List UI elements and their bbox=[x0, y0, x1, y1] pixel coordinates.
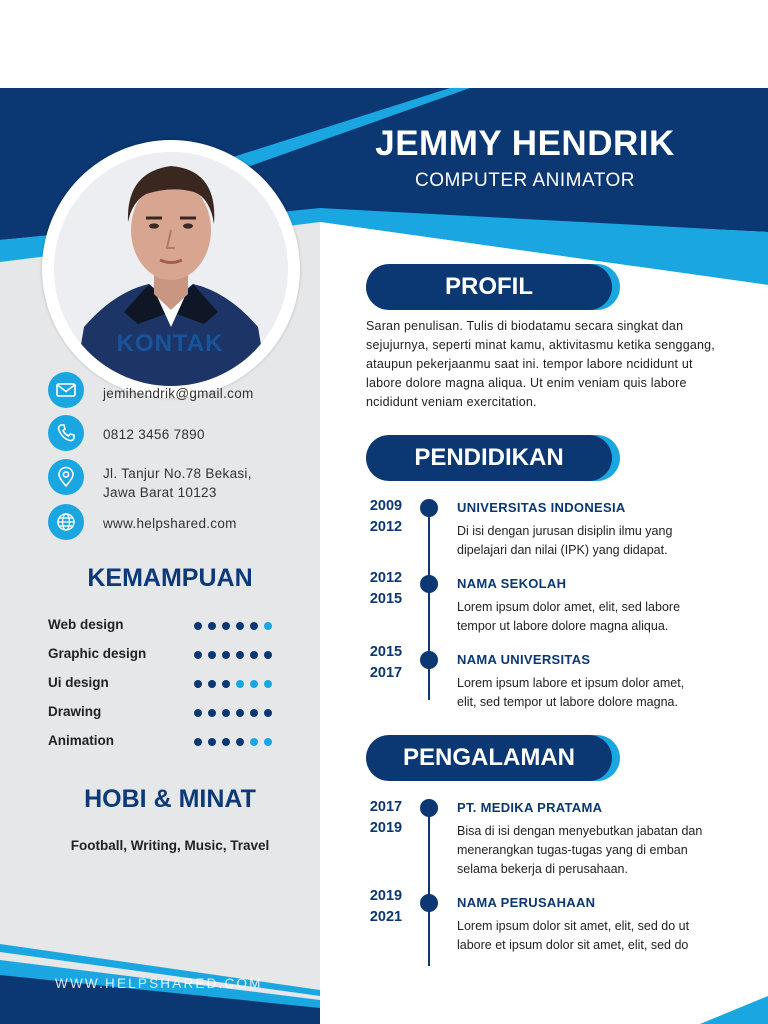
address-line-1: Jl. Tanjur No.78 Bekasi, bbox=[103, 466, 252, 481]
rating-dot-filled bbox=[222, 709, 230, 717]
desc-line: selama bekerja di perusahaan. bbox=[457, 862, 628, 876]
year-end: 2012 bbox=[369, 519, 403, 535]
rating-dot-empty bbox=[250, 680, 258, 688]
timeline-dot bbox=[420, 499, 438, 517]
contact-address bbox=[103, 464, 252, 502]
rating-dot-filled bbox=[222, 680, 230, 688]
profile-line: ncididunt veniam exercitation. bbox=[366, 395, 537, 409]
experience-years bbox=[352, 797, 420, 839]
rating-dot-filled bbox=[250, 709, 258, 717]
desc-line: labore et ipsum dolor sit amet, elit, sed do bbox=[457, 938, 689, 952]
phone-icon bbox=[48, 415, 84, 451]
candidate-name: JEMMY HENDRIK bbox=[375, 124, 675, 163]
timeline-dot bbox=[420, 799, 438, 817]
rating-dot-filled bbox=[236, 651, 244, 659]
desc-line: tempor ut labore dolore magna aliqua. bbox=[457, 619, 669, 633]
desc-line: elit, sed tempor ut labore dolore magna. bbox=[457, 695, 678, 709]
rating-dot-empty bbox=[236, 680, 244, 688]
rating-dot-filled bbox=[194, 709, 202, 717]
rating-dot-filled bbox=[208, 709, 216, 717]
skill-label: Graphic design bbox=[48, 646, 147, 661]
rating-dot-filled bbox=[222, 738, 230, 746]
experience-desc bbox=[457, 822, 732, 879]
contact-title: KONTAK bbox=[116, 330, 224, 357]
skill-rating bbox=[194, 709, 272, 717]
skill-label: Ui design bbox=[48, 675, 109, 690]
location-icon bbox=[48, 459, 84, 495]
rating-dot-empty bbox=[264, 622, 272, 630]
rating-dot-filled bbox=[194, 622, 202, 630]
timeline-dot bbox=[420, 575, 438, 593]
address-line-2: Jawa Barat 10123 bbox=[103, 485, 217, 500]
education-timeline-line bbox=[428, 508, 430, 700]
skills-title: KEMAMPUAN bbox=[87, 564, 253, 592]
year-end: 2017 bbox=[369, 665, 403, 681]
profile-line: sejujurnya, seperti minat kamu, aktivitasmu ketika senggang, bbox=[366, 338, 715, 352]
experience-years bbox=[352, 886, 420, 928]
desc-line: Lorem ipsum dolor sit amet, elit, sed do ut bbox=[457, 919, 690, 933]
rating-dot-filled bbox=[236, 622, 244, 630]
skill-rating bbox=[194, 680, 272, 688]
desc-line: dipelajari dan nilai (IPK) yang didapat. bbox=[457, 543, 668, 557]
education-title: NAMA SEKOLAH bbox=[457, 576, 567, 591]
experience-timeline-line bbox=[428, 808, 430, 966]
rating-dot-empty bbox=[250, 738, 258, 746]
desc-line: Lorem ipsum dolor amet, elit, sed labore bbox=[457, 600, 681, 614]
rating-dot-empty bbox=[264, 738, 272, 746]
experience-heading: PENGALAMAN bbox=[366, 735, 612, 781]
rating-dot-filled bbox=[194, 738, 202, 746]
profile-heading: PROFIL bbox=[366, 264, 612, 310]
education-desc bbox=[457, 598, 732, 636]
skill-label: Web design bbox=[48, 617, 124, 632]
skill-rating bbox=[194, 738, 272, 746]
desc-line: Bisa di isi dengan menyebutkan jabatan dan bbox=[457, 824, 703, 838]
profile-text bbox=[366, 317, 722, 412]
globe-icon bbox=[48, 504, 84, 540]
year-start: 2015 bbox=[369, 644, 403, 660]
contact-phone[interactable]: 0812 3456 7890 bbox=[103, 427, 205, 442]
education-desc bbox=[457, 674, 732, 712]
rating-dot-filled bbox=[194, 651, 202, 659]
year-start: 2017 bbox=[369, 799, 403, 815]
skill-rating bbox=[194, 622, 272, 630]
profile-line: Saran penulisan. Tulis di biodatamu secara singkat dan bbox=[366, 319, 684, 333]
rating-dot-filled bbox=[222, 651, 230, 659]
profile-line: labore dolore magna aliqua. Ut enim veniam quis labore bbox=[366, 376, 687, 390]
profile-line: ataupun pekerjaanmu saat ini. tempor labore ncididunt ut bbox=[366, 357, 693, 371]
education-heading: PENDIDIKAN bbox=[366, 435, 612, 481]
rating-dot-filled bbox=[208, 651, 216, 659]
rating-dot-filled bbox=[194, 680, 202, 688]
rating-dot-filled bbox=[222, 622, 230, 630]
education-desc bbox=[457, 522, 732, 560]
experience-title: NAMA PERUSAHAAN bbox=[457, 895, 596, 910]
rating-dot-filled bbox=[208, 738, 216, 746]
experience-title: PT. MEDIKA PRATAMA bbox=[457, 800, 603, 815]
rating-dot-filled bbox=[264, 709, 272, 717]
hobbies-text: Football, Writing, Music, Travel bbox=[70, 838, 270, 853]
skill-label: Drawing bbox=[48, 704, 102, 719]
desc-line: menerangkan tugas-tugas yang di emban bbox=[457, 843, 688, 857]
skill-label: Animation bbox=[48, 733, 114, 748]
rating-dot-filled bbox=[208, 622, 216, 630]
rating-dot-filled bbox=[208, 680, 216, 688]
desc-line: Lorem ipsum labore et ipsum dolor amet, bbox=[457, 676, 685, 690]
rating-dot-filled bbox=[236, 738, 244, 746]
year-end: 2021 bbox=[369, 909, 403, 925]
email-icon bbox=[48, 372, 84, 408]
candidate-role: COMPUTER ANIMATOR bbox=[415, 170, 635, 191]
year-start: 2009 bbox=[369, 498, 403, 514]
year-end: 2015 bbox=[369, 591, 403, 607]
education-years bbox=[352, 568, 420, 610]
rating-dot-filled bbox=[236, 709, 244, 717]
footer-website: WWW.HELPSHARED.COM bbox=[55, 976, 263, 991]
desc-line: Di isi dengan jurusan disiplin ilmu yang bbox=[457, 524, 673, 538]
timeline-dot bbox=[420, 894, 438, 912]
hobbies-title: HOBI & MINAT bbox=[84, 785, 256, 813]
education-years bbox=[352, 642, 420, 684]
rating-dot-filled bbox=[250, 651, 258, 659]
education-years bbox=[352, 496, 420, 538]
experience-desc bbox=[457, 917, 732, 955]
rating-dot-empty bbox=[264, 680, 272, 688]
skill-rating bbox=[194, 651, 272, 659]
contact-website[interactable]: www.helpshared.com bbox=[103, 516, 237, 531]
timeline-dot bbox=[420, 651, 438, 669]
rating-dot-filled bbox=[264, 651, 272, 659]
education-title: NAMA UNIVERSITAS bbox=[457, 652, 591, 667]
year-start: 2012 bbox=[369, 570, 403, 586]
rating-dot-filled bbox=[250, 622, 258, 630]
year-start: 2019 bbox=[369, 888, 403, 904]
contact-email[interactable]: jemihendrik@gmail.com bbox=[103, 386, 254, 401]
year-end: 2019 bbox=[369, 820, 403, 836]
education-title: UNIVERSITAS INDONESIA bbox=[457, 500, 626, 515]
